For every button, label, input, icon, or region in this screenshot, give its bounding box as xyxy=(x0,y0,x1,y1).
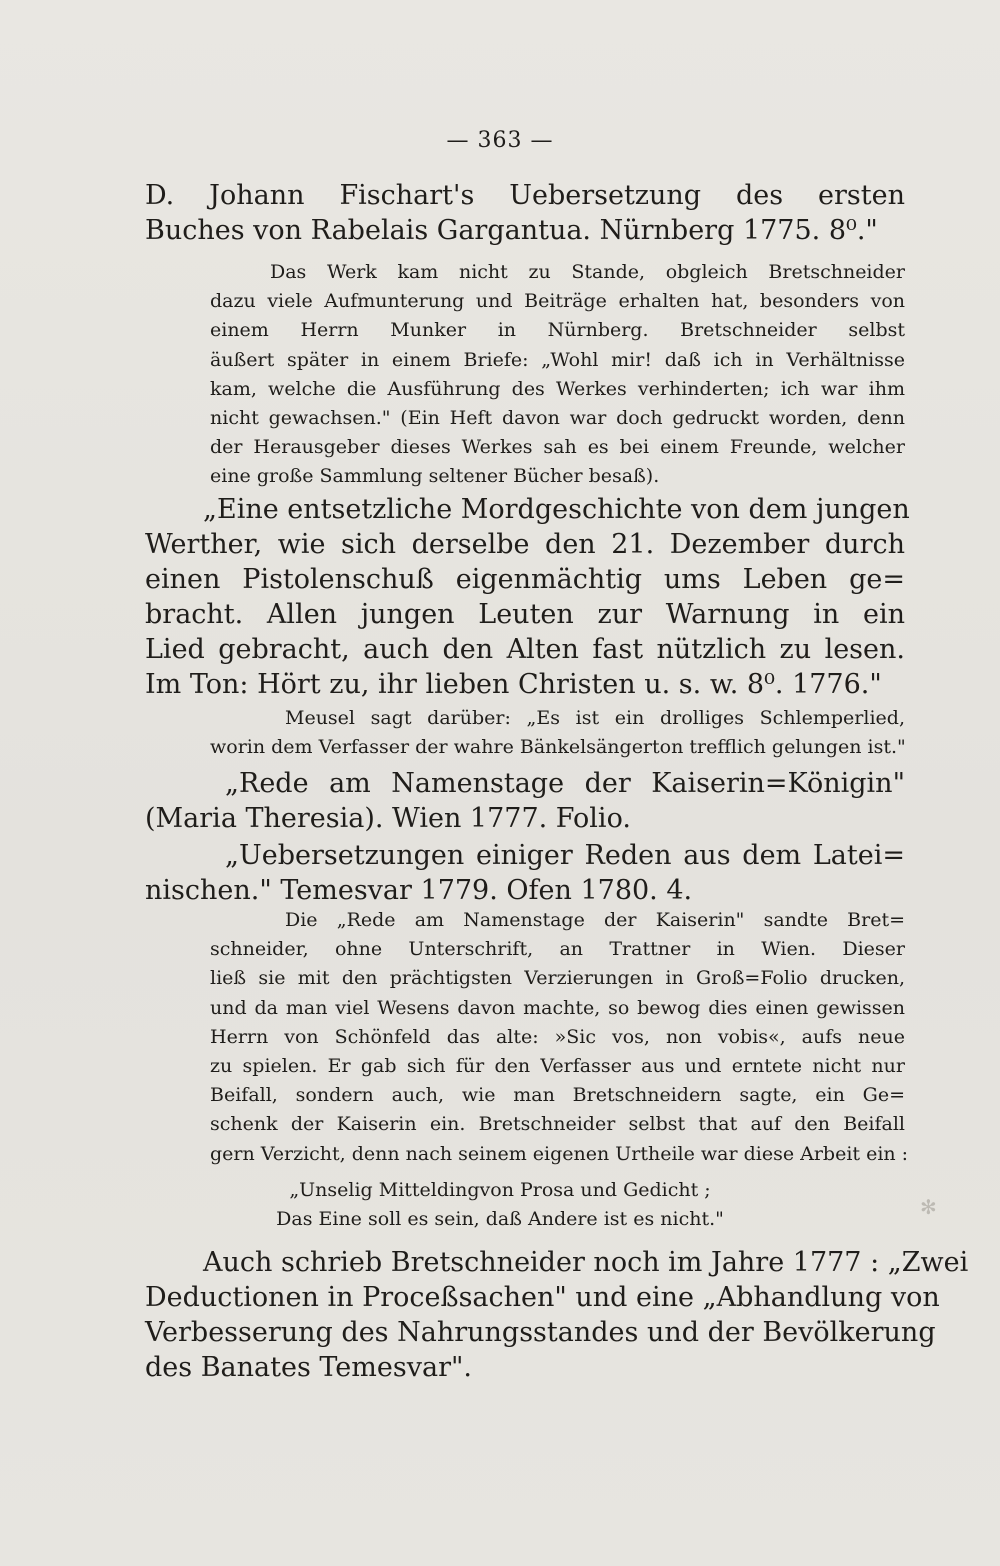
entry-line: Im Ton: Hört zu, ihr lieben Christen u. s. w. 8⁰. 1776." xyxy=(145,669,882,700)
closing-paragraph xyxy=(145,1245,969,1385)
paragraph-line: des Banates Temesvar". xyxy=(145,1352,472,1383)
entry-line: bracht. Allen jungen Leuten zur Warnung in ein xyxy=(145,599,905,630)
paragraph-line: Auch schrieb Bretschneider noch im Jahre 1777 : „Zwei xyxy=(203,1247,969,1278)
note-line: äußert später in einem Briefe: „Wohl mir! daß ich in Verhältnisse xyxy=(210,348,905,371)
entry-uebersetzungen xyxy=(145,838,905,908)
entry-line: „Rede am Namenstage der Kaiserin=Königin" xyxy=(225,768,905,799)
note-rede xyxy=(210,906,909,1169)
entry-fischart xyxy=(145,178,905,248)
entry-line: „Uebersetzungen einiger Reden aus dem Latei= xyxy=(225,840,905,871)
note-line: eine große Sammlung seltener Bücher besaß). xyxy=(210,465,660,488)
note-line: worin dem Verfasser der wahre Bänkelsängerton trefflich gelungen ist." xyxy=(210,736,906,759)
note-fischart xyxy=(210,258,905,492)
note-line: Das Werk kam nicht zu Stande, obgleich Bretschneider xyxy=(270,261,905,283)
verse-quote xyxy=(0,1176,1000,1234)
note-line: ließ sie mit den prächtigsten Verzierungen in Groß=Folio drucken, xyxy=(210,967,905,990)
entry-rede xyxy=(145,766,905,836)
entry-line: D. Johann Fischart's Uebersetzung des ersten xyxy=(145,180,905,211)
entry-line: Buches von Rabelais Gargantua. Nürnberg 1775. 8⁰." xyxy=(145,215,878,246)
note-line: nicht gewachsen." (Ein Heft davon war doch gedruckt worden, denn xyxy=(210,407,905,430)
note-line: und da man viel Wesens davon machte, so bewog dies einen gewissen xyxy=(210,996,905,1019)
entry-werther xyxy=(145,492,910,702)
entry-line: einen Pistolenschuß eigenmächtig ums Leben ge= xyxy=(145,564,905,595)
note-line: Die „Rede am Namenstage der Kaiserin" sandte Bret= xyxy=(285,909,905,931)
page-number: — 363 — xyxy=(446,128,554,153)
note-line: schneider, ohne Unterschrift, an Trattner in Wien. Dieser xyxy=(210,938,905,961)
note-line: zu spielen. Er gab sich für den Verfasser aus und erntete nicht nur xyxy=(210,1055,905,1078)
entry-line: Werther, wie sich derselbe den 21. Dezember durch xyxy=(145,529,905,560)
note-werther xyxy=(210,704,905,762)
note-line: gern Verzicht, denn nach seinem eigenen Urtheile war diese Arbeit ein : xyxy=(210,1142,909,1165)
note-line: einem Herrn Munker in Nürnberg. Bretschneider selbst xyxy=(210,319,905,342)
paragraph-line: Verbesserung des Nahrungsstandes und der Bevölkerung xyxy=(145,1317,936,1348)
show-through-mark: ✻ xyxy=(920,1195,937,1219)
note-line: dazu viele Aufmunterung und Beiträge erhalten hat, besonders von xyxy=(210,290,905,313)
paragraph-line: Deductionen in Proceßsachen" und eine „Abhandlung von xyxy=(145,1282,940,1313)
entry-line: nischen." Temesvar 1779. Ofen 1780. 4. xyxy=(145,875,693,906)
note-line: Beifall, sondern auch, wie man Bretschneidern sagte, ein Ge= xyxy=(210,1084,905,1107)
note-line: Herrn von Schönfeld das alte: »Sic vos, non vobis«, aufs neue xyxy=(210,1025,905,1048)
note-line: der Herausgeber dieses Werkes sah es bei einem Freunde, welcher xyxy=(210,436,905,459)
verse-line: „Unselig Mitteldingvon Prosa und Gedicht ; xyxy=(289,1179,711,1201)
entry-line: „Eine entsetzliche Mordgeschichte von dem jungen xyxy=(203,494,910,525)
entry-line: (Maria Theresia). Wien 1777. Folio. xyxy=(145,803,631,834)
note-line: Meusel sagt darüber: „Es ist ein drolliges Schlemperlied, xyxy=(285,707,905,729)
note-line: schenk der Kaiserin ein. Bretschneider selbst that auf den Beifall xyxy=(210,1113,905,1136)
entry-line: Lied gebracht, auch den Alten fast nützlich zu lesen. xyxy=(145,634,905,665)
verse-line: Das Eine soll es sein, daß Andere ist es nicht." xyxy=(276,1208,724,1230)
note-line: kam, welche die Ausführung des Werkes verhinderten; ich war ihm xyxy=(210,377,905,400)
